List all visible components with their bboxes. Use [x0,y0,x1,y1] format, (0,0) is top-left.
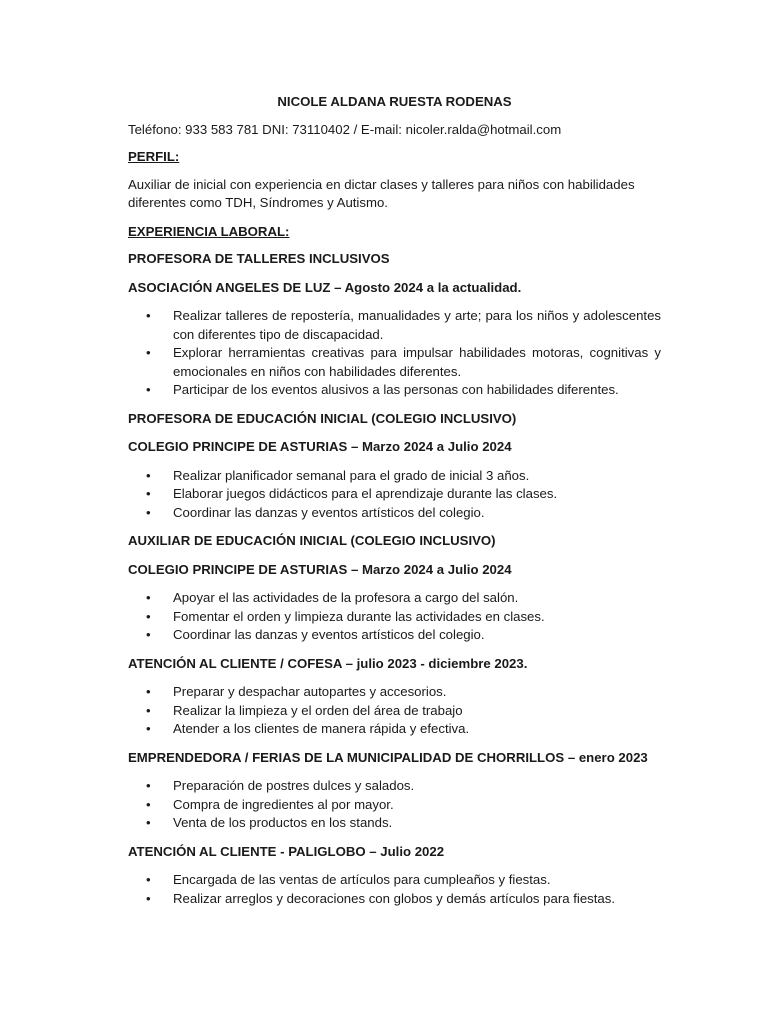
job-duty-item: • Encargada de las ventas de artículos para cumpleaños y fiestas. [128,871,661,890]
job-duty-item: • Preparación de postres dulces y salados. [128,777,661,796]
profile-text: Auxiliar de inicial con experiencia en dictar clases y talleres para niños con habilidades diferentes como TDH, Síndromes y Autismo. [128,176,635,210]
job-duty-item: • Realizar planificador semanal para el grado de inicial 3 años. [128,467,661,486]
job-duty-item: • Venta de los productos en los stands. [128,814,661,833]
job-entry [128,250,661,400]
job-title: ATENCIÓN AL CLIENTE - PALIGLOBO – Julio 2022 [128,843,445,859]
contact-line: Teléfono: 933 583 781 DNI: 73110402 / E-mail: nicoler.ralda@hotmail.com [128,121,562,137]
experience-list [128,250,661,908]
job-duty-item: • Fomentar el orden y limpieza durante las actividades en clases. [128,608,661,627]
job-duty-item: • Realizar la limpieza y el orden del área de trabajo [128,702,661,721]
experience-heading: EXPERIENCIA LABORAL: [128,223,290,239]
job-title: ATENCIÓN AL CLIENTE / COFESA – julio 2023 - diciembre 2023. [128,655,528,671]
job-duty-item: • Compra de ingredientes al por mayor. [128,796,661,815]
job-title: PROFESORA DE TALLERES INCLUSIVOS [128,251,390,266]
profile-heading: PERFIL: [128,149,180,164]
job-duty-item: • Atender a los clientes de manera rápida y efectiva. [128,720,661,739]
job-duty-item: • Realizar talleres de repostería, manualidades y arte; para los niños y adolescentes con diferentes tipo de discapacidad. [128,307,661,344]
job-title: PROFESORA DE EDUCACIÓN INICIAL (COLEGIO INCLUSIVO) [128,410,517,426]
job-employer-date: COLEGIO PRINCIPE DE ASTURIAS – Marzo 2024 a Julio 2024 [128,561,512,577]
job-duty-item: • Realizar arreglos y decoraciones con globos y demás artículos para fiestas. [128,890,661,909]
job-entry [128,749,661,833]
job-duties-list [128,777,661,833]
job-duty-item: • Coordinar las danzas y eventos artísticos del colegio. [128,626,661,645]
job-entry [128,843,661,909]
job-entry [128,655,661,739]
job-duty-item: • Apoyar el las actividades de la profesora a cargo del salón. [128,589,661,608]
job-duty-item: • Explorar herramientas creativas para impulsar habilidades motoras, cognitivas y emocionales en niños con habilidades diferentes. [128,344,661,381]
job-duties-list [128,467,661,523]
job-duty-item: • Preparar y despachar autopartes y accesorios. [128,683,661,702]
job-duty-item: • Elaborar juegos didácticos para el aprendizaje durante las clases. [128,485,661,504]
job-duties-list [128,683,661,739]
job-employer-date: ASOCIACIÓN ANGELES DE LUZ – Agosto 2024 a la actualidad. [128,279,522,295]
job-employer-date: COLEGIO PRINCIPE DE ASTURIAS – Marzo 2024 a Julio 2024 [128,439,512,454]
job-duties-list [128,589,661,645]
job-title: EMPRENDEDORA / FERIAS DE LA MUNICIPALIDAD DE CHORRILLOS – enero 2023 [128,749,648,765]
candidate-name: NICOLE ALDANA RUESTA RODENAS [277,94,512,109]
job-entry [128,410,661,523]
job-entry [128,532,661,645]
job-duty-item: • Coordinar las danzas y eventos artísticos del colegio. [128,504,661,523]
job-title: AUXILIAR DE EDUCACIÓN INICIAL (COLEGIO INCLUSIVO) [128,533,496,548]
job-duties-list [128,307,661,400]
job-duties-list [128,871,661,908]
job-duty-item: • Participar de los eventos alusivos a las personas con habilidades diferentes. [128,381,661,400]
